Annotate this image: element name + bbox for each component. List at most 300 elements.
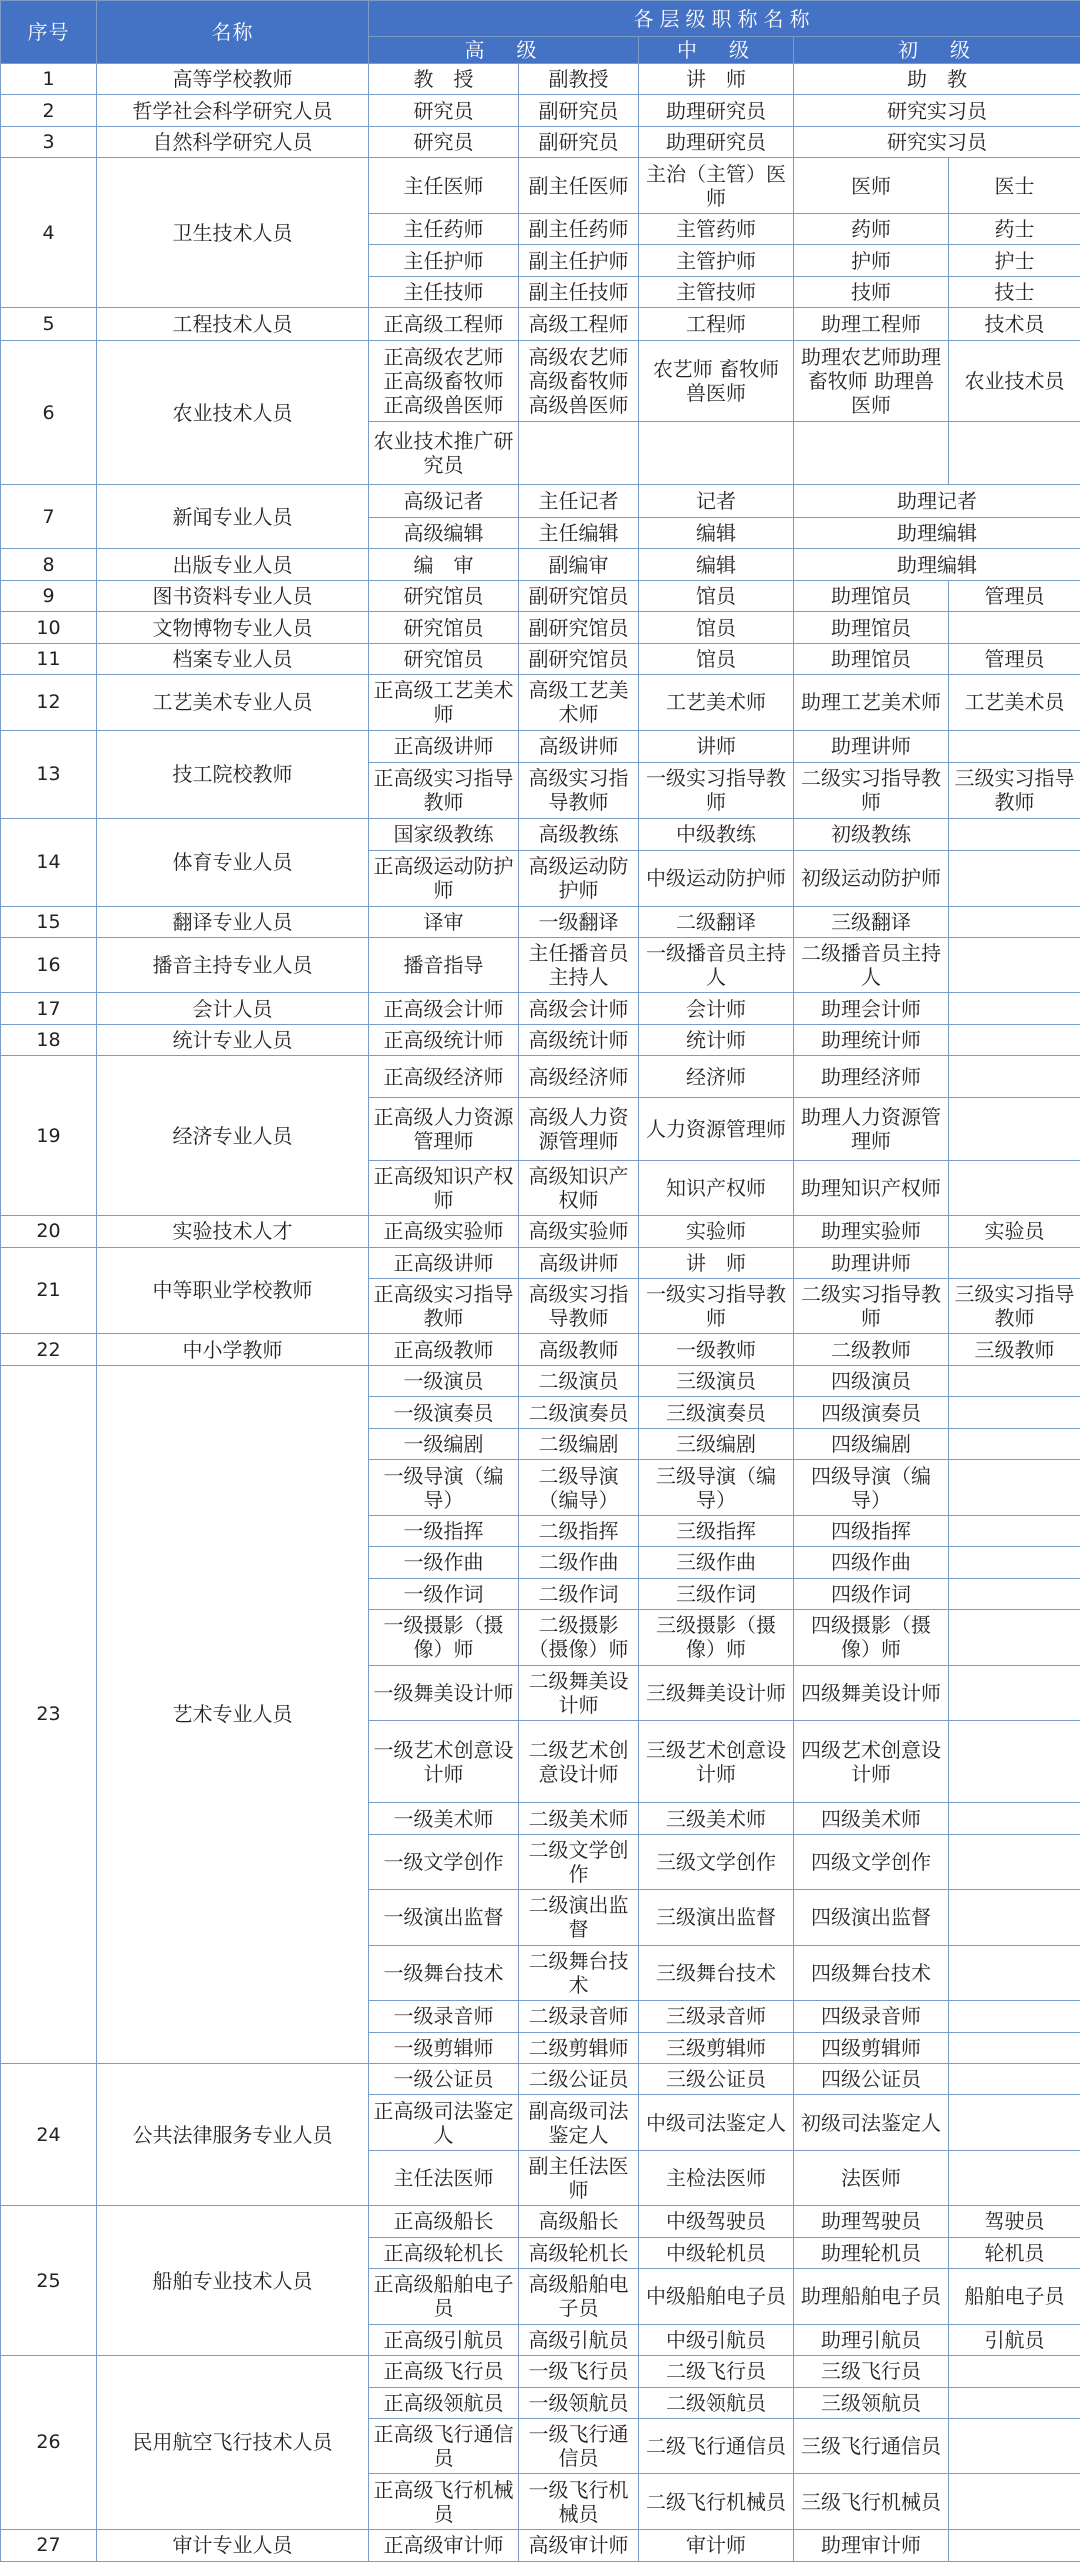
junior-assist-cell xyxy=(949,1097,1080,1160)
header-seq: 序号 xyxy=(1,1,97,64)
junior-assist-cell xyxy=(949,993,1080,1024)
senior-deputy-cell: 高级实习指导教师 xyxy=(519,763,639,818)
category-cell: 档案专业人员 xyxy=(97,643,369,674)
middle-cell: 审计师 xyxy=(639,2529,794,2561)
table-row xyxy=(1,675,1080,730)
senior-full-cell: 研究员 xyxy=(369,126,519,157)
middle-cell: 知识产权师 xyxy=(639,1160,794,1215)
junior-assist-cell xyxy=(949,2032,1080,2063)
middle-cell: 三级导演（编导） xyxy=(639,1460,794,1515)
table-row xyxy=(1,1216,1080,1247)
table-row xyxy=(1,1247,1080,1278)
junior-cell: 助理编辑 xyxy=(794,549,1080,580)
middle-cell: 中级引航员 xyxy=(639,2324,794,2355)
seq-cell: 12 xyxy=(1,675,97,730)
junior-assist-cell xyxy=(949,1365,1080,1396)
senior-deputy-cell: 副主任医师 xyxy=(519,158,639,213)
senior-full-cell: 正高级船舶电子员 xyxy=(369,2269,519,2324)
junior-cell: 助理馆员 xyxy=(794,580,949,611)
senior-full-cell: 正高级工艺美术师 xyxy=(369,675,519,730)
senior-deputy-cell: 二级演员 xyxy=(519,1365,639,1396)
junior-cell: 四级文学创作 xyxy=(794,1834,949,1889)
middle-cell: 馆员 xyxy=(639,580,794,611)
junior-assist-cell xyxy=(949,1547,1080,1578)
senior-full-cell: 正高级运动防护师 xyxy=(369,851,519,906)
junior-cell: 四级作曲 xyxy=(794,1547,949,1578)
middle-cell: 中级轮机员 xyxy=(639,2237,794,2268)
junior-cell: 三级飞行机械员 xyxy=(794,2474,949,2529)
senior-deputy-cell: 高级工程师 xyxy=(519,308,639,341)
senior-deputy-cell: 高级教练 xyxy=(519,818,639,851)
table-row xyxy=(1,64,1080,95)
senior-full-cell: 正高级人力资源管理师 xyxy=(369,1097,519,1160)
senior-full-cell: 译审 xyxy=(369,906,519,937)
seq-cell: 16 xyxy=(1,938,97,993)
middle-cell: 馆员 xyxy=(639,643,794,674)
seq-cell: 10 xyxy=(1,612,97,643)
middle-cell xyxy=(639,422,794,485)
junior-assist-cell xyxy=(949,1056,1080,1097)
junior-assist-cell xyxy=(949,1834,1080,1889)
senior-deputy-cell: 一级飞行通信员 xyxy=(519,2419,639,2474)
junior-assist-cell xyxy=(949,938,1080,993)
table-row xyxy=(1,485,1080,518)
category-cell: 中小学教师 xyxy=(97,1334,369,1365)
seq-cell: 5 xyxy=(1,308,97,341)
senior-full-cell: 一级编剧 xyxy=(369,1428,519,1459)
seq-cell: 26 xyxy=(1,2356,97,2530)
senior-full-cell: 一级演出监督 xyxy=(369,1890,519,1945)
seq-cell: 6 xyxy=(1,340,97,484)
seq-cell: 11 xyxy=(1,643,97,674)
middle-cell: 三级公证员 xyxy=(639,2064,794,2095)
middle-cell: 三级演员 xyxy=(639,1365,794,1396)
table-row xyxy=(1,2529,1080,2561)
middle-cell: 三级指挥 xyxy=(639,1515,794,1546)
senior-deputy-cell: 一级领航员 xyxy=(519,2387,639,2418)
table-row xyxy=(1,643,1080,674)
senior-deputy-cell: 副研究馆员 xyxy=(519,612,639,643)
senior-full-cell: 一级作词 xyxy=(369,1578,519,1609)
senior-deputy-cell: 高级工艺美术师 xyxy=(519,675,639,730)
table-row xyxy=(1,730,1080,763)
table-row xyxy=(1,906,1080,937)
senior-full-cell: 正高级会计师 xyxy=(369,993,519,1024)
middle-cell: 中级司法鉴定人 xyxy=(639,2095,794,2150)
junior-cell: 四级作词 xyxy=(794,1578,949,1609)
senior-deputy-cell: 高级轮机长 xyxy=(519,2237,639,2268)
table-row xyxy=(1,126,1080,157)
seq-cell: 8 xyxy=(1,549,97,580)
junior-cell: 助理船舶电子员 xyxy=(794,2269,949,2324)
middle-cell: 中级教练 xyxy=(639,818,794,851)
middle-cell: 实验师 xyxy=(639,1216,794,1247)
junior-assist-cell: 管理员 xyxy=(949,580,1080,611)
junior-cell: 四级指挥 xyxy=(794,1515,949,1546)
junior-cell: 药师 xyxy=(794,213,949,244)
senior-full-cell: 主任护师 xyxy=(369,245,519,276)
junior-cell: 助理馆员 xyxy=(794,643,949,674)
category-cell: 播音主持专业人员 xyxy=(97,938,369,993)
middle-cell: 记者 xyxy=(639,485,794,518)
junior-assist-cell xyxy=(949,1945,1080,2000)
junior-cell: 助理审计师 xyxy=(794,2529,949,2561)
senior-full-cell: 正高级讲师 xyxy=(369,1247,519,1278)
senior-deputy-cell: 高级引航员 xyxy=(519,2324,639,2355)
senior-deputy-cell: 二级演出监督 xyxy=(519,1890,639,1945)
junior-cell: 四级舞台技术 xyxy=(794,1945,949,2000)
junior-cell: 助理经济师 xyxy=(794,1056,949,1097)
senior-full-cell: 一级艺术创意设计师 xyxy=(369,1720,519,1803)
table-row xyxy=(1,2064,1080,2095)
category-cell: 审计专业人员 xyxy=(97,2529,369,2561)
junior-assist-cell: 实验员 xyxy=(949,1216,1080,1247)
junior-assist-cell xyxy=(949,851,1080,906)
middle-cell: 三级作曲 xyxy=(639,1547,794,1578)
category-cell: 实验技术人才 xyxy=(97,1216,369,1247)
junior-cell: 助理会计师 xyxy=(794,993,949,1024)
junior-assist-cell xyxy=(949,818,1080,851)
table-row xyxy=(1,938,1080,993)
seq-cell: 3 xyxy=(1,126,97,157)
junior-assist-cell: 三级实习指导教师 xyxy=(949,763,1080,818)
junior-cell: 四级演出监督 xyxy=(794,1890,949,1945)
seq-cell: 21 xyxy=(1,1247,97,1334)
middle-cell: 三级文学创作 xyxy=(639,1834,794,1889)
senior-full-cell: 主任医师 xyxy=(369,158,519,213)
junior-assist-cell: 轮机员 xyxy=(949,2237,1080,2268)
category-cell: 卫生技术人员 xyxy=(97,158,369,308)
junior-assist-cell xyxy=(949,730,1080,763)
table-row xyxy=(1,612,1080,643)
junior-assist-cell: 引航员 xyxy=(949,2324,1080,2355)
senior-full-cell: 研究馆员 xyxy=(369,643,519,674)
middle-cell: 三级艺术创意设计师 xyxy=(639,1720,794,1803)
junior-assist-cell xyxy=(949,2387,1080,2418)
middle-cell: 主管技师 xyxy=(639,276,794,307)
category-cell: 统计专业人员 xyxy=(97,1024,369,1055)
middle-cell: 助理研究员 xyxy=(639,126,794,157)
middle-cell: 三级演出监督 xyxy=(639,1890,794,1945)
senior-deputy-cell: 一级飞行机械员 xyxy=(519,2474,639,2529)
middle-cell: 二级飞行员 xyxy=(639,2356,794,2387)
senior-full-cell: 一级公证员 xyxy=(369,2064,519,2095)
seq-cell: 9 xyxy=(1,580,97,611)
table-row xyxy=(1,340,1080,421)
junior-cell: 助理知识产权师 xyxy=(794,1160,949,1215)
senior-deputy-cell: 高级会计师 xyxy=(519,993,639,1024)
header-group: 各层级职称名称 xyxy=(369,1,1080,37)
category-cell: 出版专业人员 xyxy=(97,549,369,580)
category-cell: 公共法律服务专业人员 xyxy=(97,2064,369,2206)
junior-cell: 助理实验师 xyxy=(794,1216,949,1247)
junior-assist-cell xyxy=(949,1803,1080,1834)
junior-cell: 四级录音师 xyxy=(794,2001,949,2032)
junior-assist-cell xyxy=(949,2150,1080,2205)
senior-full-cell: 一级剪辑师 xyxy=(369,2032,519,2063)
senior-full-cell: 编 审 xyxy=(369,549,519,580)
junior-cell: 助理统计师 xyxy=(794,1024,949,1055)
senior-full-cell: 一级演奏员 xyxy=(369,1397,519,1428)
senior-full-cell: 正高级领航员 xyxy=(369,2387,519,2418)
senior-full-cell: 一级演员 xyxy=(369,1365,519,1396)
junior-assist-cell xyxy=(949,2474,1080,2529)
senior-full-cell: 正高级飞行员 xyxy=(369,2356,519,2387)
junior-cell: 四级摄影（摄像）师 xyxy=(794,1610,949,1665)
junior-assist-cell: 驾驶员 xyxy=(949,2206,1080,2237)
category-cell: 翻译专业人员 xyxy=(97,906,369,937)
seq-cell: 25 xyxy=(1,2206,97,2356)
middle-cell: 二级领航员 xyxy=(639,2387,794,2418)
seq-cell: 13 xyxy=(1,730,97,818)
junior-cell: 四级公证员 xyxy=(794,2064,949,2095)
senior-deputy-cell: 二级剪辑师 xyxy=(519,2032,639,2063)
seq-cell: 2 xyxy=(1,95,97,126)
middle-cell: 主管护师 xyxy=(639,245,794,276)
junior-assist-cell xyxy=(949,612,1080,643)
junior-assist-cell: 船舶电子员 xyxy=(949,2269,1080,2324)
seq-cell: 14 xyxy=(1,818,97,906)
junior-cell: 助理轮机员 xyxy=(794,2237,949,2268)
junior-assist-cell xyxy=(949,1610,1080,1665)
junior-cell: 四级艺术创意设计师 xyxy=(794,1720,949,1803)
senior-deputy-cell: 一级翻译 xyxy=(519,906,639,937)
middle-cell: 三级舞台技术 xyxy=(639,1945,794,2000)
category-cell: 艺术专业人员 xyxy=(97,1365,369,2063)
senior-deputy-cell: 二级文学创作 xyxy=(519,1834,639,1889)
junior-assist-cell xyxy=(949,2001,1080,2032)
junior-cell: 三级翻译 xyxy=(794,906,949,937)
senior-deputy-cell: 二级舞美设计师 xyxy=(519,1665,639,1720)
senior-full-cell: 一级导演（编导） xyxy=(369,1460,519,1515)
middle-cell: 一级实习指导教师 xyxy=(639,1279,794,1334)
senior-deputy-cell: 高级农艺师 高级畜牧师 高级兽医师 xyxy=(519,340,639,421)
senior-full-cell: 一级文学创作 xyxy=(369,1834,519,1889)
junior-assist-cell xyxy=(949,2095,1080,2150)
junior-cell: 助理记者 xyxy=(794,485,1080,518)
middle-cell: 会计师 xyxy=(639,993,794,1024)
junior-cell: 四级舞美设计师 xyxy=(794,1665,949,1720)
senior-deputy-cell: 二级指挥 xyxy=(519,1515,639,1546)
junior-assist-cell xyxy=(949,1515,1080,1546)
table-row xyxy=(1,818,1080,851)
senior-full-cell: 主任技师 xyxy=(369,276,519,307)
junior-cell: 二级实习指导教师 xyxy=(794,1279,949,1334)
senior-full-cell: 正高级经济师 xyxy=(369,1056,519,1097)
table-row xyxy=(1,993,1080,1024)
middle-cell: 中级船舶电子员 xyxy=(639,2269,794,2324)
senior-deputy-cell: 副主任法医师 xyxy=(519,2150,639,2205)
senior-deputy-cell: 高级实验师 xyxy=(519,1216,639,1247)
senior-full-cell: 播音指导 xyxy=(369,938,519,993)
senior-deputy-cell: 一级飞行员 xyxy=(519,2356,639,2387)
junior-assist-cell: 管理员 xyxy=(949,643,1080,674)
category-cell: 中等职业学校教师 xyxy=(97,1247,369,1334)
junior-cell: 初级运动防护师 xyxy=(794,851,949,906)
senior-full-cell: 教 授 xyxy=(369,64,519,95)
senior-full-cell: 正高级实验师 xyxy=(369,1216,519,1247)
middle-cell: 二级翻译 xyxy=(639,906,794,937)
seq-cell: 7 xyxy=(1,485,97,549)
junior-assist-cell: 技术员 xyxy=(949,308,1080,341)
senior-full-cell: 正高级船长 xyxy=(369,2206,519,2237)
senior-full-cell: 正高级教师 xyxy=(369,1334,519,1365)
middle-cell: 编辑 xyxy=(639,517,794,548)
table-row xyxy=(1,95,1080,126)
middle-cell: 讲 师 xyxy=(639,64,794,95)
category-cell: 技工院校教师 xyxy=(97,730,369,818)
junior-assist-cell xyxy=(949,1460,1080,1515)
senior-deputy-cell: 副主任药师 xyxy=(519,213,639,244)
middle-cell: 讲师 xyxy=(639,730,794,763)
senior-full-cell: 正高级知识产权师 xyxy=(369,1160,519,1215)
senior-full-cell: 主任法医师 xyxy=(369,2150,519,2205)
senior-deputy-cell: 二级编剧 xyxy=(519,1428,639,1459)
senior-deputy-cell: 副研究员 xyxy=(519,126,639,157)
junior-cell: 初级教练 xyxy=(794,818,949,851)
seq-cell: 19 xyxy=(1,1056,97,1216)
senior-full-cell: 一级舞美设计师 xyxy=(369,1665,519,1720)
category-cell: 会计人员 xyxy=(97,993,369,1024)
middle-cell: 助理研究员 xyxy=(639,95,794,126)
senior-full-cell: 正高级引航员 xyxy=(369,2324,519,2355)
senior-deputy-cell: 高级人力资源管理师 xyxy=(519,1097,639,1160)
junior-cell: 助理编辑 xyxy=(794,517,1080,548)
senior-deputy-cell: 二级公证员 xyxy=(519,2064,639,2095)
senior-deputy-cell: 高级统计师 xyxy=(519,1024,639,1055)
senior-deputy-cell: 主任记者 xyxy=(519,485,639,518)
junior-assist-cell: 农业技术员 xyxy=(949,340,1080,421)
category-cell: 工程技术人员 xyxy=(97,308,369,341)
middle-cell: 工程师 xyxy=(639,308,794,341)
junior-cell: 四级美术师 xyxy=(794,1803,949,1834)
middle-cell: 三级录音师 xyxy=(639,2001,794,2032)
category-cell: 图书资料专业人员 xyxy=(97,580,369,611)
table-row xyxy=(1,158,1080,213)
junior-cell: 初级司法鉴定人 xyxy=(794,2095,949,2150)
senior-full-cell: 一级作曲 xyxy=(369,1547,519,1578)
middle-cell: 农艺师 畜牧师 兽医师 xyxy=(639,340,794,421)
junior-assist-cell: 工艺美术员 xyxy=(949,675,1080,730)
senior-deputy-cell: 副高级司法鉴定人 xyxy=(519,2095,639,2150)
junior-cell xyxy=(794,422,949,485)
junior-assist-cell xyxy=(949,2064,1080,2095)
junior-assist-cell xyxy=(949,1160,1080,1215)
table-row xyxy=(1,1056,1080,1097)
senior-deputy-cell: 副编审 xyxy=(519,549,639,580)
junior-cell: 技师 xyxy=(794,276,949,307)
middle-cell: 三级剪辑师 xyxy=(639,2032,794,2063)
header-middle: 中 级 xyxy=(639,37,794,64)
junior-cell: 助理工艺美术师 xyxy=(794,675,949,730)
senior-full-cell: 国家级教练 xyxy=(369,818,519,851)
table-row xyxy=(1,308,1080,341)
junior-cell: 四级剪辑师 xyxy=(794,2032,949,2063)
middle-cell: 中级运动防护师 xyxy=(639,851,794,906)
middle-cell: 编辑 xyxy=(639,549,794,580)
junior-assist-cell xyxy=(949,906,1080,937)
senior-full-cell: 正高级工程师 xyxy=(369,308,519,341)
seq-cell: 1 xyxy=(1,64,97,95)
middle-cell: 三级美术师 xyxy=(639,1803,794,1834)
junior-assist-cell xyxy=(949,2529,1080,2561)
senior-deputy-cell: 副教授 xyxy=(519,64,639,95)
category-cell: 哲学社会科学研究人员 xyxy=(97,95,369,126)
seq-cell: 18 xyxy=(1,1024,97,1055)
senior-deputy-cell: 副主任护师 xyxy=(519,245,639,276)
middle-cell: 三级摄影（摄像）师 xyxy=(639,1610,794,1665)
junior-assist-cell: 医士 xyxy=(949,158,1080,213)
junior-assist-cell xyxy=(949,1247,1080,1278)
middle-cell: 一级教师 xyxy=(639,1334,794,1365)
senior-deputy-cell: 高级讲师 xyxy=(519,1247,639,1278)
senior-full-cell: 农业技术推广研究员 xyxy=(369,422,519,485)
category-cell: 农业技术人员 xyxy=(97,340,369,484)
junior-assist-cell xyxy=(949,1578,1080,1609)
junior-cell: 助理讲师 xyxy=(794,1247,949,1278)
junior-cell: 助理人力资源管理师 xyxy=(794,1097,949,1160)
middle-cell: 二级飞行机械员 xyxy=(639,2474,794,2529)
senior-full-cell: 一级摄影（摄像）师 xyxy=(369,1610,519,1665)
senior-full-cell: 正高级实习指导教师 xyxy=(369,763,519,818)
junior-cell: 四级导演（编导） xyxy=(794,1460,949,1515)
senior-deputy-cell: 高级经济师 xyxy=(519,1056,639,1097)
senior-deputy-cell xyxy=(519,422,639,485)
junior-assist-cell xyxy=(949,2356,1080,2387)
senior-deputy-cell: 二级摄影（摄像）师 xyxy=(519,1610,639,1665)
senior-deputy-cell: 二级录音师 xyxy=(519,2001,639,2032)
junior-cell: 四级编剧 xyxy=(794,1428,949,1459)
senior-full-cell: 正高级飞行机械员 xyxy=(369,2474,519,2529)
junior-cell: 助理馆员 xyxy=(794,612,949,643)
senior-full-cell: 正高级飞行通信员 xyxy=(369,2419,519,2474)
category-cell: 新闻专业人员 xyxy=(97,485,369,549)
senior-deputy-cell: 二级导演（编导） xyxy=(519,1460,639,1515)
junior-assist-cell: 三级教师 xyxy=(949,1334,1080,1365)
table-row xyxy=(1,2206,1080,2237)
junior-cell: 助理工程师 xyxy=(794,308,949,341)
senior-deputy-cell: 主任编辑 xyxy=(519,517,639,548)
seq-cell: 27 xyxy=(1,2529,97,2561)
junior-cell: 助理驾驶员 xyxy=(794,2206,949,2237)
seq-cell: 17 xyxy=(1,993,97,1024)
senior-full-cell: 主任药师 xyxy=(369,213,519,244)
junior-cell: 三级领航员 xyxy=(794,2387,949,2418)
seq-cell: 20 xyxy=(1,1216,97,1247)
junior-assist-cell xyxy=(949,1720,1080,1803)
senior-deputy-cell: 高级审计师 xyxy=(519,2529,639,2561)
middle-cell: 三级作词 xyxy=(639,1578,794,1609)
middle-cell: 主检法医师 xyxy=(639,2150,794,2205)
junior-cell: 研究实习员 xyxy=(794,95,1080,126)
senior-deputy-cell: 二级美术师 xyxy=(519,1803,639,1834)
senior-full-cell: 正高级农艺师 正高级畜牧师 正高级兽医师 xyxy=(369,340,519,421)
seq-cell: 24 xyxy=(1,2064,97,2206)
junior-cell: 三级飞行员 xyxy=(794,2356,949,2387)
table-row xyxy=(1,1334,1080,1365)
senior-deputy-cell: 主任播音员主持人 xyxy=(519,938,639,993)
junior-assist-cell xyxy=(949,1665,1080,1720)
seq-cell: 23 xyxy=(1,1365,97,2063)
junior-cell: 法医师 xyxy=(794,2150,949,2205)
middle-cell: 三级舞美设计师 xyxy=(639,1665,794,1720)
senior-deputy-cell: 高级知识产权师 xyxy=(519,1160,639,1215)
junior-cell: 四级演员 xyxy=(794,1365,949,1396)
senior-deputy-cell: 副研究员 xyxy=(519,95,639,126)
middle-cell: 中级驾驶员 xyxy=(639,2206,794,2237)
category-cell: 高等学校教师 xyxy=(97,64,369,95)
junior-cell: 助理讲师 xyxy=(794,730,949,763)
